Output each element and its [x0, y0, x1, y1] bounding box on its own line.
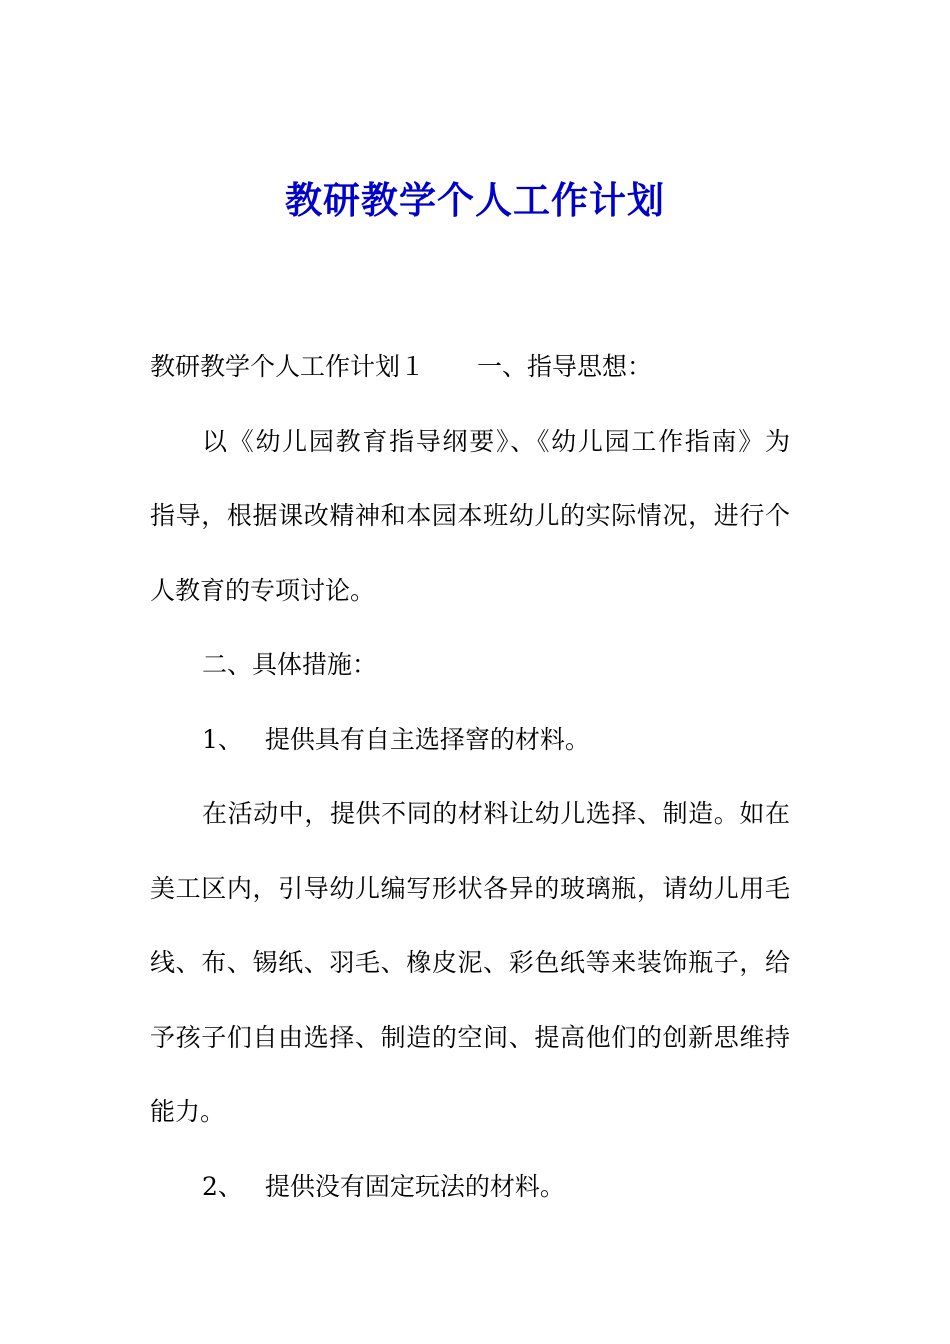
document-body — [150, 330, 790, 1224]
first-line — [150, 330, 790, 405]
paragraph-line: 在活动中，提供不同的材料让幼儿选择、制造。如在 — [202, 799, 790, 828]
list-item-number: 2、 — [202, 1171, 243, 1201]
paragraph-line: 美工区内，引导幼儿编写形状各异的玻璃瓶，请幼儿用毛 — [150, 873, 790, 903]
list-item-2 — [150, 1150, 790, 1225]
paragraph-line: 人教育的专项讨论。 — [150, 575, 376, 605]
plan-heading: 教研教学个人工作计划１ — [150, 352, 426, 381]
section-specific-measures: 二、具体措施： — [202, 650, 378, 679]
list-item-text: 提供没有固定玩法的材料。 — [264, 1171, 565, 1201]
list-item-text: 提供具有自主选择窨的材料。 — [264, 724, 590, 754]
paragraph-line: 能力。 — [150, 1097, 226, 1126]
section-guiding-thought: 一、指导思想： — [477, 352, 653, 381]
paragraph-line: 予孩子们自由选择、制造的空间、提高他们的创新思维持 — [150, 1022, 790, 1052]
list-item-number: 1、 — [202, 724, 243, 754]
paragraph-line: 指导，根据课改精神和本园本班幼儿的实际情况，进行个 — [150, 501, 790, 530]
paragraph-line: 以《幼儿园教育指导纲要》、《幼儿园工作指南》为 — [202, 426, 790, 456]
document-title: 教研教学个人工作计划 — [285, 179, 665, 222]
paragraph-line: 线、布、锡纸、羽毛、橡皮泥、彩色纸等来装饰瓶子，给 — [150, 948, 790, 977]
list-item-1 — [150, 703, 790, 778]
